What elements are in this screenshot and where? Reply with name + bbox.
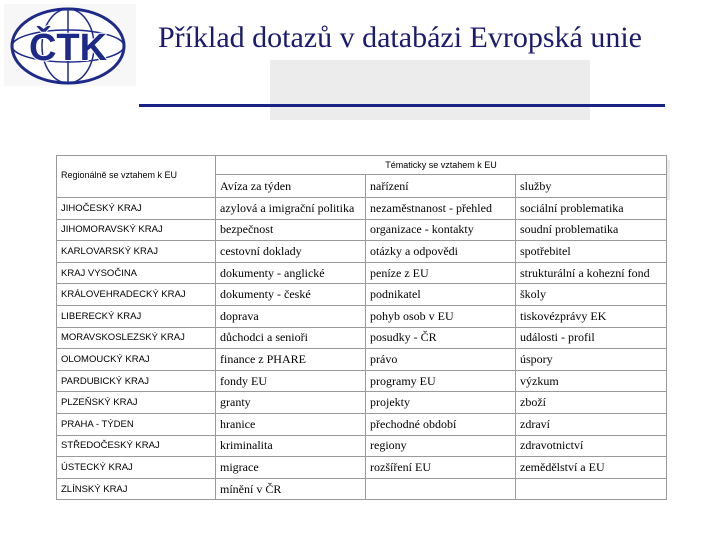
topic-cell[interactable]: přechodné období bbox=[366, 413, 516, 435]
region-cell[interactable]: PARDUBICKÝ KRAJ bbox=[57, 370, 216, 392]
table-row bbox=[57, 198, 667, 220]
topic-cell[interactable]: podnikatel bbox=[366, 284, 516, 306]
topic-cell[interactable]: soudní problematika bbox=[516, 219, 667, 241]
topic-cell[interactable]: sociální problematika bbox=[516, 198, 667, 220]
region-cell[interactable]: KRAJ VYSOČINA bbox=[57, 262, 216, 284]
region-cell[interactable]: STŘEDOČESKÝ KRAJ bbox=[57, 435, 216, 457]
topic-cell[interactable]: peníze z EU bbox=[366, 262, 516, 284]
table-row bbox=[57, 392, 667, 414]
topic-column-label[interactable]: Avíza za týden bbox=[216, 175, 366, 198]
topic-cell[interactable]: doprava bbox=[216, 305, 366, 327]
topic-cell[interactable]: migrace bbox=[216, 457, 366, 479]
topic-cell[interactable]: zdraví bbox=[516, 413, 667, 435]
topic-cell[interactable]: posudky - ČR bbox=[366, 327, 516, 349]
table-row bbox=[57, 327, 667, 349]
topic-cell[interactable]: fondy EU bbox=[216, 370, 366, 392]
table-row bbox=[57, 219, 667, 241]
svg-text:ČTK: ČTK bbox=[28, 27, 108, 69]
topic-cell[interactable]: zboží bbox=[516, 392, 667, 414]
table-row bbox=[57, 370, 667, 392]
region-cell[interactable]: KRÁLOVEHRADECKÝ KRAJ bbox=[57, 284, 216, 306]
topic-cell[interactable]: organizace - kontakty bbox=[366, 219, 516, 241]
topic-column-header: Tématicky se vztahem k EU bbox=[216, 156, 667, 175]
topic-column-label[interactable]: služby bbox=[516, 175, 667, 198]
topic-cell[interactable]: programy EU bbox=[366, 370, 516, 392]
topic-cell[interactable]: pohyb osob v EU bbox=[366, 305, 516, 327]
topic-cell[interactable]: finance z PHARE bbox=[216, 349, 366, 371]
table-row bbox=[57, 284, 667, 306]
topic-cell bbox=[366, 478, 516, 500]
topic-cell[interactable]: úspory bbox=[516, 349, 667, 371]
topic-cell[interactable]: otázky a odpovědi bbox=[366, 241, 516, 263]
table-row bbox=[57, 457, 667, 479]
table-row bbox=[57, 241, 667, 263]
topic-cell[interactable]: projekty bbox=[366, 392, 516, 414]
region-cell[interactable]: PRAHA - TÝDEN bbox=[57, 413, 216, 435]
region-cell[interactable]: JIHOČESKÝ KRAJ bbox=[57, 198, 216, 220]
page-title: Příklad dotazů v databázi Evropská unie bbox=[157, 21, 642, 54]
topic-cell[interactable]: tiskovézprávy EK bbox=[516, 305, 667, 327]
topic-cell[interactable]: azylová a imigrační politika bbox=[216, 198, 366, 220]
region-cell[interactable]: KARLOVARSKÝ KRAJ bbox=[57, 241, 216, 263]
topic-cell[interactable]: zemědělství a EU bbox=[516, 457, 667, 479]
table-row bbox=[57, 349, 667, 371]
topic-cell[interactable]: důchodci a senioři bbox=[216, 327, 366, 349]
topic-cell[interactable]: granty bbox=[216, 392, 366, 414]
topic-cell[interactable]: bezpečnost bbox=[216, 219, 366, 241]
table-row bbox=[57, 305, 667, 327]
region-cell[interactable]: MORAVSKOSLEZSKÝ KRAJ bbox=[57, 327, 216, 349]
topic-cell[interactable]: strukturální a kohezní fond bbox=[516, 262, 667, 284]
region-cell[interactable]: LIBERECKÝ KRAJ bbox=[57, 305, 216, 327]
region-cell[interactable]: ZLÍNSKÝ KRAJ bbox=[57, 478, 216, 500]
table-row bbox=[57, 262, 667, 284]
topic-cell[interactable]: dokumenty - anglické bbox=[216, 262, 366, 284]
topic-cell[interactable]: zdravotnictví bbox=[516, 435, 667, 457]
topic-cell[interactable]: spotřebitel bbox=[516, 241, 667, 263]
topic-column-label[interactable]: nařízení bbox=[366, 175, 516, 198]
topic-cell[interactable]: školy bbox=[516, 284, 667, 306]
topic-cell[interactable]: mínění v ČR bbox=[216, 478, 366, 500]
table-row bbox=[57, 435, 667, 457]
table-row bbox=[57, 478, 667, 500]
eu-query-table bbox=[56, 155, 667, 500]
ctk-logo bbox=[4, 4, 136, 86]
topic-cell[interactable]: události - profil bbox=[516, 327, 667, 349]
topic-cell[interactable]: kriminalita bbox=[216, 435, 366, 457]
region-cell[interactable]: PLZEŇSKÝ KRAJ bbox=[57, 392, 216, 414]
topic-cell[interactable]: rozšíření EU bbox=[366, 457, 516, 479]
region-column-header: Regionálně se vztahem k EU bbox=[57, 156, 216, 198]
topic-cell[interactable]: právo bbox=[366, 349, 516, 371]
topic-cell bbox=[516, 478, 667, 500]
region-cell[interactable]: JIHOMORAVSKÝ KRAJ bbox=[57, 219, 216, 241]
topic-cell[interactable]: výzkum bbox=[516, 370, 667, 392]
region-cell[interactable]: OLOMOUCKÝ KRAJ bbox=[57, 349, 216, 371]
topic-cell[interactable]: cestovní doklady bbox=[216, 241, 366, 263]
topic-cell[interactable]: regiony bbox=[366, 435, 516, 457]
region-cell[interactable]: ÚSTECKÝ KRAJ bbox=[57, 457, 216, 479]
topic-cell[interactable]: nezaměstnanost - přehled bbox=[366, 198, 516, 220]
table-row bbox=[57, 413, 667, 435]
topic-cell[interactable]: dokumenty - české bbox=[216, 284, 366, 306]
title-underline bbox=[139, 104, 665, 107]
topic-cell[interactable]: hranice bbox=[216, 413, 366, 435]
